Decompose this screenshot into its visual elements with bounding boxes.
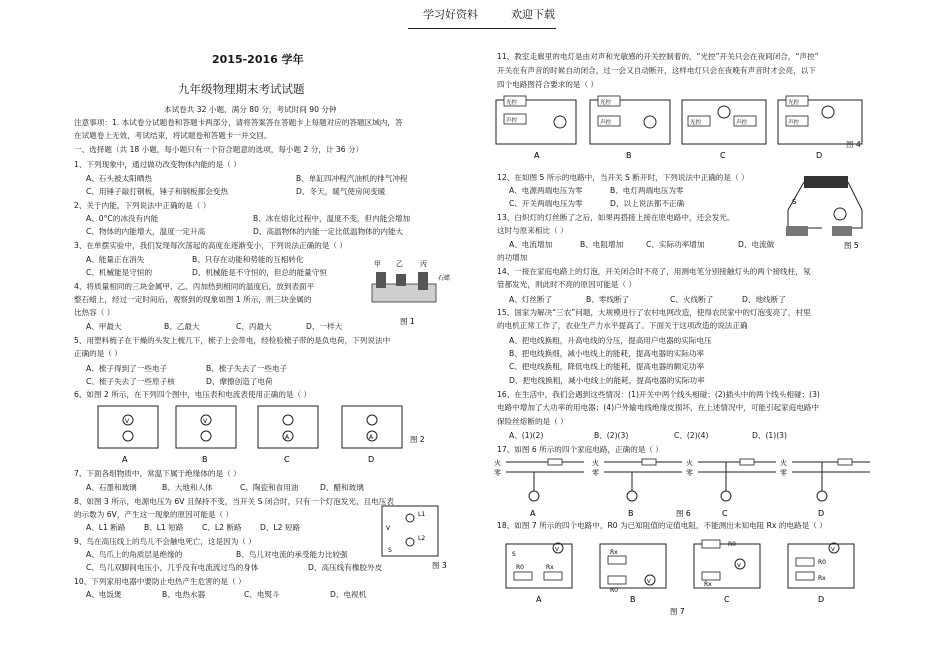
option: B、零线断了 [586,295,630,304]
figure-7 [500,534,880,618]
fig7-label: V [831,547,835,553]
fig6-wire: 火 [686,459,693,467]
option: C、把电线换粗，降低电线上的能耗，提高电器的额定功率 [509,362,705,371]
fig4-box: 声控 [788,120,800,126]
option: B、(2)(3) [594,431,629,440]
question-7: 7、下面各组物质中，常温下属于绝缘体的是（ ） [74,469,241,478]
option: C、实际功率增加 [646,240,705,249]
question-16-cont: 保险丝熔断的是（ ） [497,417,568,426]
voltmeter-symbol: V [203,418,208,425]
fig6-wire: 火 [592,459,599,467]
exam-year: 2015-2016 学年 [212,53,304,66]
option: C、陶瓷和食用油 [240,483,299,492]
fig7-label: R0 [610,587,618,594]
option: B、只存在动能和势能的互相转化 [192,255,304,264]
question-5: 5、用塑料梳子在干燥的头发上梳几下，梳子上会带电，经检验梳子带的是负电荷，下列说法中 [74,336,391,345]
option: B、电阻增加 [580,240,624,249]
option: A、把电线换粗，升高电线的分压，提高用户电器的实际电压 [509,336,712,345]
question-15-cont: 的电机正常工作了，农业生产力水平提高了。下面关于这项改造的说法正确 [497,321,748,330]
header-right: 欢迎下载 [511,8,555,21]
fig6-letter: B [628,509,634,518]
option: B、梳子失去了一些电子 [206,364,288,373]
option: B、鸟儿对电流的承受能力比较强 [236,550,348,559]
question-13: 13、白炽灯的灯丝断了之后，如果再搭接上接在原电路中，还会发光。 [497,213,735,222]
question-11-cont: 四个电路图符合要求的是（ ） [497,80,599,89]
metal-block [418,272,428,290]
option: C、物体的内能增大，温度一定升高 [86,227,206,236]
lamp-base [832,226,852,236]
question-17: 17、如图 6 所示的四个家庭电路，正确的是（ ） [497,445,664,454]
option: B、冰在熔化过程中，温度不变，但内能会增加 [253,214,411,223]
option: D、摩擦创造了电荷 [206,377,273,386]
option: C、机械能是守恒的 [86,268,153,277]
fig4-box: 声控 [736,120,748,126]
question-18: 18、如图 7 所示的四个电路中，R0 为已知阻值的定值电阻，不能测出未知电阻 Rx 的电路是（ ） [497,521,827,530]
option: D、L2 短路 [260,523,301,532]
option: C、(2)(4) [674,431,709,440]
option: B、大地和人体 [162,483,213,492]
option: D、(1)(3) [752,431,787,440]
option: A、电饭煲 [86,590,122,599]
question-4: 4、将质量相同的三块金属甲、乙、丙加热到相同的温度后，放到表面平 [74,282,315,291]
option: D、机械能是不守恒的，但总的能量守恒 [192,268,327,277]
voltmeter-symbol: V [125,418,130,425]
option: A、灯丝断了 [509,295,553,304]
option: C、开关两端电压为零 [509,199,583,208]
fig4-box: 光控 [600,100,612,106]
question-11-cont: 开关在有声音的时候自动闭合，过一会又自动断开，这样电灯只会在夜晚有声音时才会亮，以下 [497,66,816,75]
fig7-label: S [512,551,516,558]
fig7-caption: 图 7 [670,607,685,616]
question-8: 8、如图 3 所示，电源电压为 6V 且保持不变，当开关 S 闭合时，只有一个灯泡发光，且电压表 [74,497,394,506]
fig4-letter: D [816,151,823,160]
ammeter-symbol: A [369,434,374,441]
option: B、乙最大 [164,322,200,331]
question-2: 2、关于内能，下列说法中正确的是（ ） [74,201,211,210]
option: B、单缸四冲程汽油机的排气冲程 [296,174,408,183]
fig3-label: L1 [418,511,426,518]
fig6-letter: A [530,509,536,518]
fig4-letter: C [720,151,726,160]
fig2-letter: A [122,455,128,464]
option: C、鸟儿双脚间电压小，几乎没有电流流过鸟的身体 [86,563,259,572]
option-cont: 的功增加 [497,253,528,262]
notice-line: 注意事项：1. 本试卷分试题卷和答题卡两部分，请将答案答在答题卡上每题对应的答题区域内，答 [74,118,403,127]
fig6-wire: 零 [780,469,787,477]
option: A、鸟爪上的角质层是绝缘的 [86,550,183,559]
fig4-box: 光控 [506,100,518,106]
fig6-letter: D [818,509,825,518]
fig1-label: 石蜡 [438,275,451,282]
option: D、以上说法都不正确 [610,199,685,208]
fig7-letter: A [536,595,542,604]
option: A、L1 断路 [86,523,126,532]
figure-2 [92,398,432,468]
option: B、电热水器 [162,590,206,599]
fig7-label: Rx [818,575,826,582]
question-3: 3、在单摆实验中，我们发现每次荡起的高度在逐渐变小，下列说法正确的是（ ） [74,241,348,250]
fig7-letter: B [630,595,636,604]
fig7-label: R0 [728,541,736,548]
fig3-label: S [388,547,392,554]
fig4-box: 声控 [600,120,612,126]
fig7-label: V [647,579,651,585]
question-5-cont: 正确的是（ ） [74,349,122,358]
fig6-caption: 图 6 [676,509,691,518]
fig2-letter: C [284,455,290,464]
question-15: 15、国家为解决“三农”问题，大规模进行了农村电网改造，使得农民家中的灯泡变亮了，村里 [497,308,811,317]
option: C、L2 断路 [202,523,242,532]
option: A、石头被太阳晒热 [86,174,152,183]
question-9: 9、鸟在高压线上的鸟儿不会触电死亡，这是因为（ ） [74,537,256,546]
fig2-letter: D [368,455,375,464]
fig4-box: 光控 [788,100,800,106]
option: D、高压线有橡胶外皮 [308,563,383,572]
left-column [0,0,470,658]
fig1-caption: 图 1 [400,317,415,326]
fig7-label: V [737,563,741,569]
fig2-letter: B [202,455,208,464]
battery-pack [804,176,848,188]
option: B、电灯两端电压为零 [610,186,684,195]
fig1-label: 丙 [420,260,427,268]
option: D、地线断了 [742,295,786,304]
fig7-letter: C [724,595,730,604]
fig4-box: 声控 [506,118,518,124]
switch-base [786,226,808,236]
option: D、一样大 [306,322,343,331]
fig3-caption: 图 3 [432,561,447,570]
question-12: 12、在如图 5 所示的电路中，当开关 S 断开时，下列说法中正确的是（ ） [497,173,749,182]
header-left: 学习好资料 [423,8,478,21]
fig7-label: R0 [516,564,524,571]
option: C、电熨斗 [244,590,280,599]
exam-meta: 本试卷共 32 小题，满分 80 分，考试时间 90 分钟 [164,105,337,114]
question-8-cont: 的示数为 6V，产生这一现象的原因可能是（ ） [74,510,234,519]
question-16-cont: 电路中增加了大功率的用电器；(4)户外输电线绝缘皮损坏，在上述情况中，可能引起家庭电路中 [497,403,820,412]
option: D、电视机 [330,590,367,599]
question-10: 10、下列家用电器中要防止电热产生危害的是（ ） [74,577,246,586]
fig6-wire: 零 [592,469,599,477]
fig2-caption: 图 2 [410,435,425,444]
fig7-label: Rx [610,549,618,556]
question-14-cont: 管都发光，则此时不亮的原因可能是（ ） [497,280,637,289]
fig7-label: Rx [546,564,554,571]
option: C、火线断了 [670,295,714,304]
option: A、石墨和玻璃 [86,483,137,492]
exam-title: 九年级物理期末考试试题 [178,82,305,96]
option: C、用锤子敲打钢板，锤子和钢板都会变热 [86,187,228,196]
fig3-label: V [386,525,391,532]
fig7-label: Rx [704,581,712,588]
option: B、把电线换细，减小电线上的能耗，提高电器的实际功率 [509,349,705,358]
metal-block [376,272,386,288]
fig4-box: 光控 [690,120,702,126]
figure-4 [490,92,870,162]
option: D、冬天，暖气使房间变暖 [296,187,386,196]
figure-3 [378,500,460,572]
fig7-label: V [555,547,559,553]
fig4-caption: 图 4 [846,140,861,149]
option: A、甲最大 [86,322,122,331]
fig6-wire: 火 [780,459,787,467]
fig4-letter: A [534,151,540,160]
question-13-cont: 这时与原来相比（ ） [497,226,568,235]
notice-line: 在试题卷上无效，考试结束，将试题卷和答题卡一并交回。 [74,131,272,140]
option: D、醋和玻璃 [320,483,364,492]
fig3-label: L2 [418,535,426,542]
option: D、高温物体的内能一定比低温物体的内能大 [253,227,404,236]
option: A、0°C的冰没有内能 [86,214,159,223]
metal-block [396,274,406,286]
fig7-label: R0 [818,559,826,566]
figure-1 [368,258,460,330]
fig6-wire: 火 [494,459,501,467]
question-14: 14、一接在家庭电路上的灯泡，开关闭合时不亮了，用测电笔分别接触灯头的两个接线柱，氖 [497,267,811,276]
fig7-letter: D [818,595,825,604]
question-4-cont: 整石蜡上，经过一定时间后，观察到的现象如图 1 所示，则三块金属的 [74,295,312,304]
option: B、L1 短路 [144,523,184,532]
fig4-letter: B [626,151,632,160]
section-heading: 一、选择题（共 18 小题，每小题只有一个符合题意的选项，每小题 2 分，计 36 分） [74,145,364,154]
option: C、丙最大 [236,322,272,331]
question-6: 6、如图 2 所示，在下列四个图中，电压表和电流表使用正确的是（ ） [74,390,312,399]
option: D、电流做 [738,240,775,249]
ammeter-symbol: A [285,434,290,441]
fig1-label: 乙 [396,260,403,268]
option: D、把电线换粗，减小电线上的能耗，提高电器的实际功率 [509,376,705,385]
option: A、能量正在消失 [86,255,145,264]
option: A、电源两端电压为零 [509,186,583,195]
fig5-caption: 图 5 [844,241,859,250]
question-16: 16、在生活中，我们会遇到这些情况：(1)开关中两个线头相碰；(2)插头中的两个线头相碰；(3) [497,390,820,399]
figure-5 [782,170,872,250]
option: C、梳子失去了一些原子核 [86,377,175,386]
fig6-letter: C [722,509,728,518]
fig5-label: S [792,198,797,206]
question-4-cont: 比热容（ ） [74,308,115,317]
fig6-wire: 零 [686,469,693,477]
figure-6 [492,456,892,520]
question-1: 1、下列现象中，通过做功改变物体内能的是（ ） [74,160,241,169]
option: A、电流增加 [509,240,553,249]
question-11: 11、教室走廊里的电灯是由对声和光敏感的开关控制着的，“光控”开关只会在夜间闭合，“声控” [497,52,819,61]
right-column [470,0,950,658]
fig6-wire: 零 [494,469,501,477]
option: A、(1)(2) [509,431,544,440]
fig1-label: 甲 [374,260,381,268]
option: A、梳子得到了一些电子 [86,364,168,373]
